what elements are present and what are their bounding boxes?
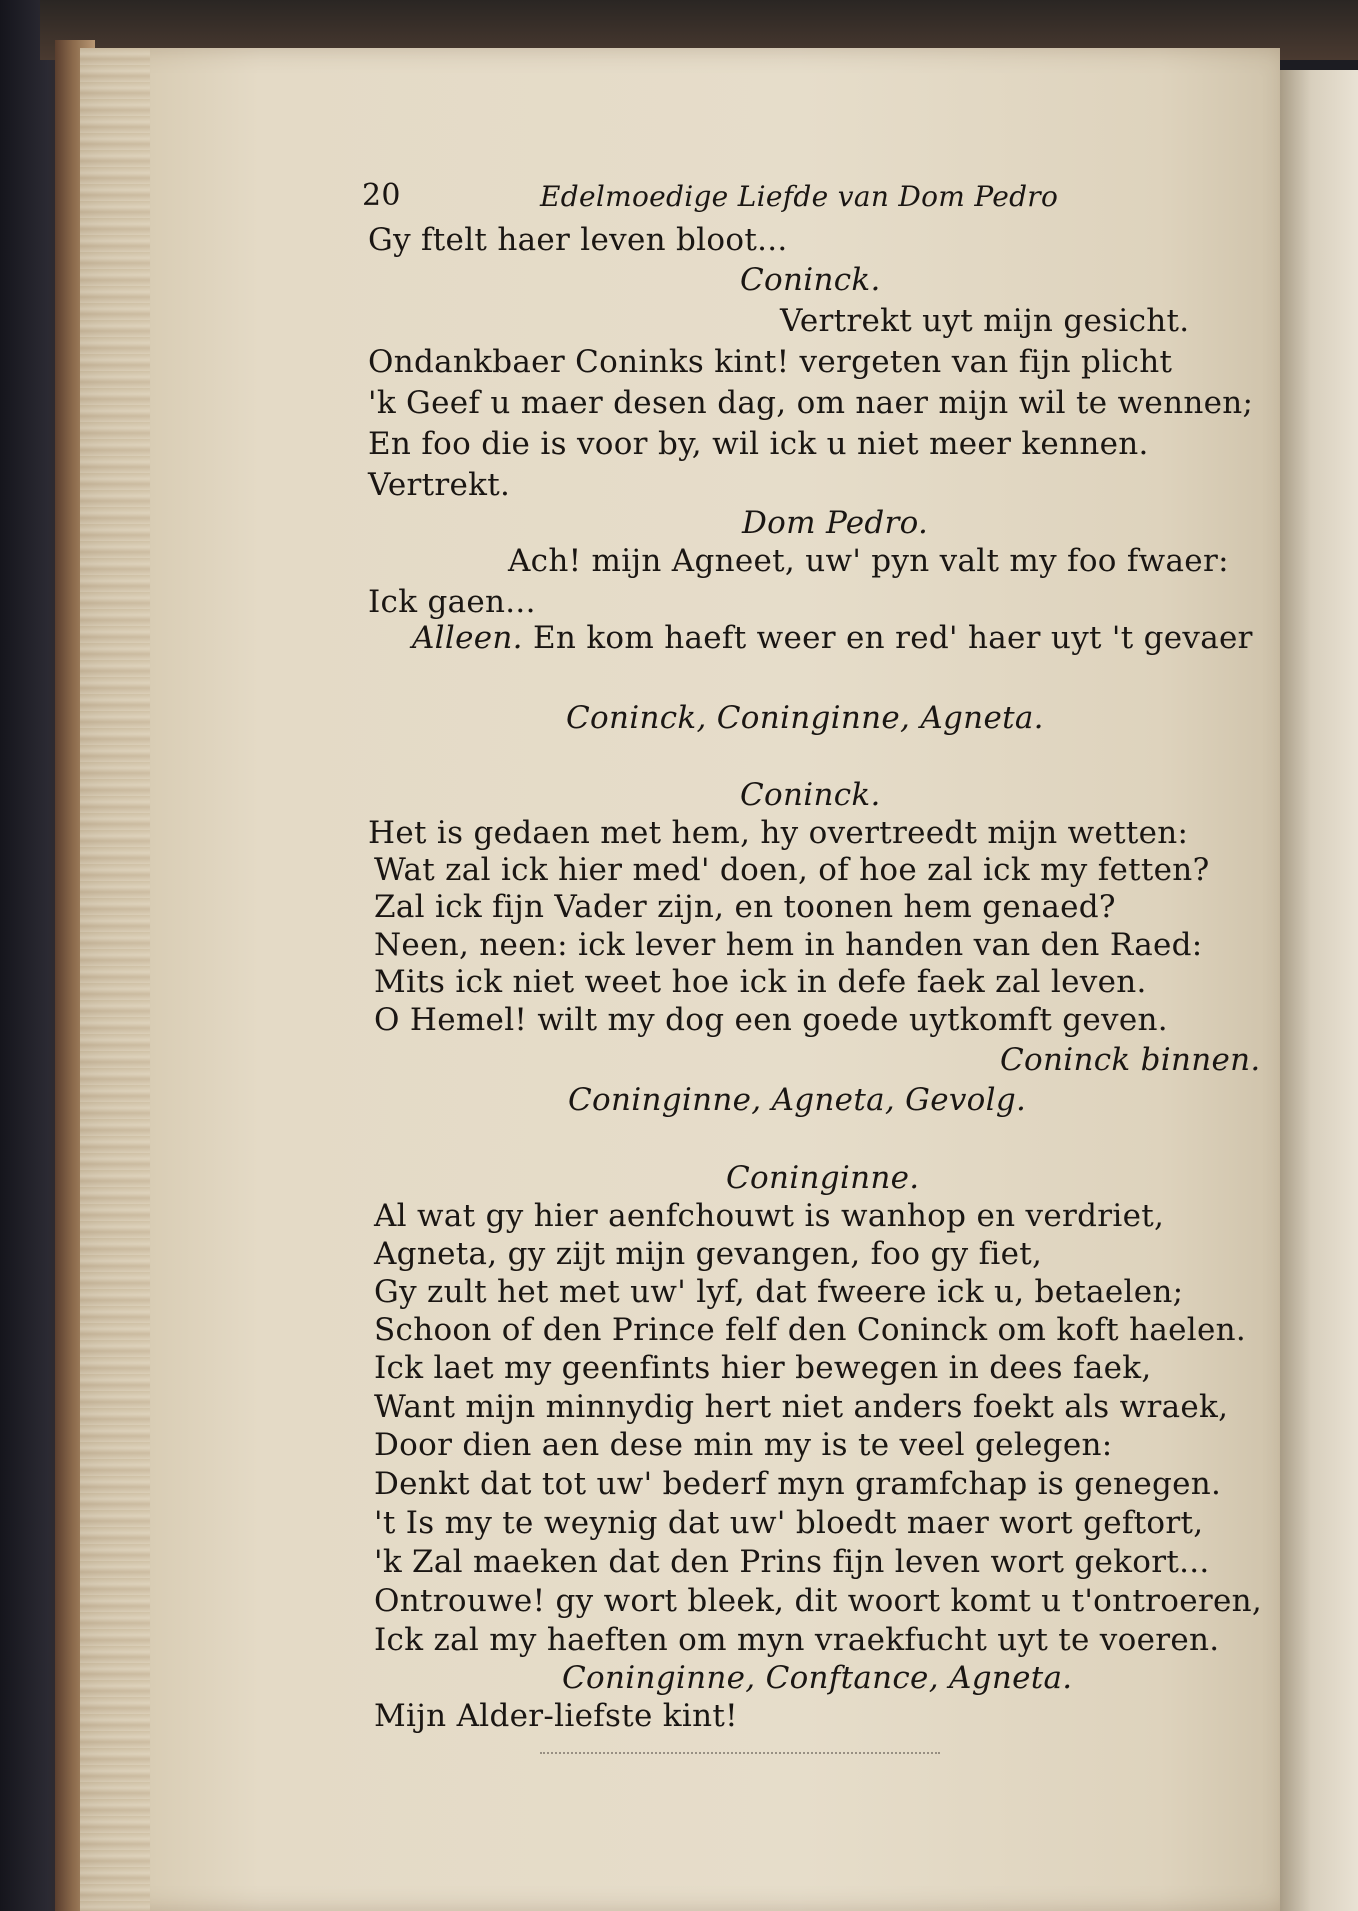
scene-heading: Coninginne, Conftance, Agneta. (562, 1660, 1073, 1696)
text-line: En foo die is voor by, wil ick u niet meer kennen. (368, 426, 1149, 462)
text-line: Vertrekt. (368, 467, 511, 503)
text-line: Mijn Alder-liefste kint! (374, 1698, 738, 1734)
scene-heading: Coninginne, Agneta, Gevolg. (568, 1082, 1027, 1118)
text-line: Door dien aen dese min my is te veel gelegen: (374, 1427, 1113, 1463)
text-line: Ick gaen... (368, 584, 536, 620)
text-line: Gy ftelt haer leven bloot... (368, 222, 788, 258)
stage-direction: Coninck binnen. (1000, 1042, 1261, 1078)
text-line: Neen, neen: ick lever hem in handen van den Raed: (374, 927, 1203, 963)
page-ornament (540, 1752, 940, 1760)
text-line: Ick zal my haeften om myn vraekfucht uyt te voeren. (374, 1622, 1220, 1658)
stage-direction: Alleen. (412, 620, 523, 656)
speaker-label: Dom Pedro. (742, 505, 929, 541)
text-line: Ick laet my geenfints hier bewegen in dees faek, (374, 1350, 1152, 1386)
text-line: Ontrouwe! gy wort bleek, dit woort komt u t'ontroeren, (374, 1583, 1263, 1619)
text-line: Schoon of den Prince felf den Coninck om koft haelen. (374, 1312, 1247, 1348)
speaker-label: Coninginne. (726, 1160, 920, 1196)
verse-text: En kom haeft weer en red' haer uyt 't gevaer (532, 620, 1253, 656)
text-line: Gy zult het met uw' lyf, dat fweere ick u, betaelen; (374, 1274, 1184, 1310)
text-line: 't Is my te weynig dat uw' bloedt maer wort geftort, (374, 1505, 1204, 1541)
text-line: Denkt dat tot uw' bederf myn gramfchap is genegen. (374, 1466, 1222, 1502)
speaker-label: Coninck. (740, 777, 881, 813)
text-line: Al wat gy hier aenfchouwt is wanhop en verdriet, (374, 1198, 1165, 1234)
text-line: Ach! mijn Agneet, uw' pyn valt my foo fwaer: (508, 543, 1229, 579)
speaker-label: Coninck. (740, 262, 881, 298)
text-line: Zal ick fijn Vader zijn, en toonen hem genaed? (374, 889, 1116, 925)
running-title: Edelmoedige Liefde van Dom Pedro (540, 180, 1059, 213)
text-line: Agneta, gy zijt mijn gevangen, foo gy fiet, (374, 1236, 1043, 1272)
text-line: 'k Zal maeken dat den Prins fijn leven wort gekort... (374, 1544, 1210, 1580)
text-line: 'k Geef u maer desen dag, om naer mijn wil te wennen; (368, 385, 1254, 421)
text-line: Mits ick niet weet hoe ick in defe faek zal leven. (374, 964, 1147, 1000)
facing-page-edge (1280, 70, 1358, 1911)
text-line: Ondankbaer Coninks kint! vergeten van fijn plicht (368, 344, 1173, 380)
text-line: O Hemel! wilt my dog een goede uytkomft geven. (374, 1002, 1168, 1038)
text-line: Het is gedaen met hem, hy overtreedt mijn wetten: (368, 815, 1189, 851)
page-number: 20 (362, 178, 401, 213)
text-line: Vertrekt uyt mijn gesicht. (780, 303, 1190, 339)
text-line: Wat zal ick hier med' doen, of hoe zal ick my fetten? (374, 852, 1210, 888)
page-edge-texture (80, 48, 150, 1911)
scene-heading: Coninck, Coninginne, Agneta. (566, 700, 1044, 736)
text-line: Want mijn minnydig hert niet anders foekt als wraek, (374, 1389, 1229, 1425)
text-line-mixed (412, 620, 1253, 656)
